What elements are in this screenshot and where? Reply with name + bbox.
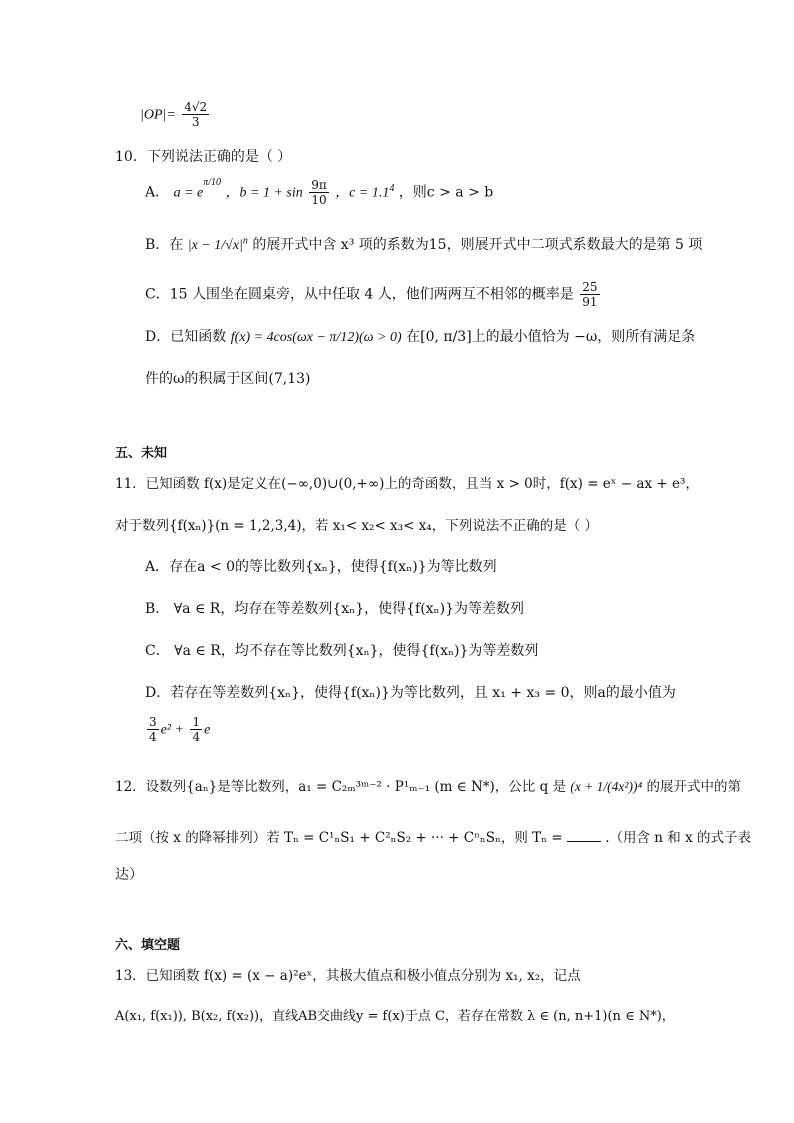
- q11-d-d1: 4: [149, 730, 157, 744]
- q10-a-num: 9π: [311, 178, 327, 192]
- q10-option-d-line2: 件的ω的积属于区间(7,13): [145, 371, 311, 387]
- q12-answer-blank[interactable]: [567, 841, 601, 842]
- q10-b-expr: |x − 1/√x|: [187, 238, 243, 253]
- q10-a-cexp: 4: [389, 182, 395, 194]
- q10-a-den: 10: [311, 193, 327, 207]
- q10-b-text: 的展开式中含 x³ 项的系数为15，则展开式中二项式系数最大的是第 5 项: [252, 237, 703, 253]
- q10-d-func: f(x) = 4cos(ωx − π/12)(ω > 0): [230, 330, 402, 345]
- q10-d-label: D．已知函数: [145, 329, 227, 345]
- op-lhs: |OP|=: [140, 107, 176, 123]
- q10-option-c: [145, 280, 602, 309]
- q11-option-b: B． ∀a ∈ R，均存在等差数列{xₙ}，使得{f(xₙ)}为等差数列: [145, 601, 524, 617]
- q11-option-c: C． ∀a ∈ R，均不存在等比数列{xₙ}，使得{f(xₙ)}为等差数列: [145, 643, 539, 659]
- q11-d-d2: 4: [192, 730, 201, 744]
- section-6-heading: 六、填空题: [115, 938, 181, 953]
- q11-d-t2: e: [204, 722, 211, 738]
- q10-b-label: B．在: [145, 237, 184, 253]
- q11-option-d-line1: D．若存在等差数列{xₙ}，使得{f(xₙ)}为等比数列，且 x₁ + x₃ = 0，则a的最小值为: [145, 685, 676, 701]
- q11-stem-line2: 对于数列{f(xₙ)}(n = 1,2,3,4)，若 x₁< x₂< x₃< x₄，下列说法不正确的是（ ）: [115, 518, 599, 534]
- op-length-line: [140, 100, 211, 129]
- q10-c-num: 25: [582, 280, 598, 294]
- q10-a-aexp: π/10: [203, 176, 222, 188]
- q10-a-c: ，c = 1.1: [335, 185, 390, 201]
- q12-l1-pre: 12．设数列{aₙ}是等比数列，a₁ = C₂ₘ³ᵐ⁻² · P¹ₘ₋₁ (m ∈ N*)，公比 q 是: [115, 779, 567, 795]
- q10-option-a: [145, 178, 493, 207]
- q10-d-mid: 在[0, π/3]上的最小值恰为 −ω，则所有满足条: [406, 329, 696, 345]
- q11-stem-line1: 11．已知函数 f(x)是定义在(−∞,0)∪(0,+∞)上的奇函数，且当 x > 0时，f(x) = eˣ − ax + e³，: [115, 476, 699, 492]
- q10-option-b: [145, 234, 702, 254]
- q11-d-frac1: [147, 715, 159, 744]
- q10-option-d-line1: [145, 326, 695, 346]
- section-5-heading: 五、未知: [115, 446, 168, 461]
- q11-d-t1: e² +: [160, 722, 184, 738]
- q10-a-post: ，则c > a > b: [398, 184, 494, 201]
- q12-l2-post: .（用含 n 和 x 的式子表: [605, 830, 751, 846]
- q12-l2-pre: 二项（按 x 的降幂排列）若 Tₙ = C¹ₙS₁ + C²ₙS₂ + ··· + CⁿₙSₙ，则 Tₙ =: [115, 830, 563, 846]
- q11-option-d-line2: [145, 715, 210, 744]
- q11-d-n2: 1: [192, 715, 201, 729]
- q12-l1-post: 的展开式中的第: [646, 779, 741, 795]
- q10-a-a: a = e: [173, 185, 204, 201]
- q10-a-b: ，b = 1 + sin: [225, 185, 303, 201]
- q10-stem: 10．下列说法正确的是（ ）: [115, 149, 292, 165]
- q12-l1-expr: (x + 1/(4x²))⁴: [570, 779, 643, 794]
- q11-d-frac2: [190, 715, 202, 744]
- q11-d-n1: 3: [149, 715, 157, 729]
- q13-line1: 13．已知函数 f(x) = (x − a)²eˣ，其极大值点和极小值点分别为 x₁, x₂，记点: [115, 968, 581, 984]
- q10-c-text: C．15 人围坐在圆桌旁，从中任取 4 人，他们两两互不相邻的概率是: [145, 286, 574, 303]
- q12-line3: 达）: [115, 867, 143, 883]
- q10-a-frac: [309, 178, 329, 207]
- q12-line2: [115, 826, 751, 846]
- q11-option-a: A．存在a < 0的等比数列{xₙ}，使得{f(xₙ)}为等比数列: [145, 559, 497, 575]
- q12-line1: [115, 775, 741, 795]
- q10-b-exp: n: [242, 235, 248, 247]
- op-den: 3: [191, 115, 200, 129]
- q10-a-label: A．: [145, 184, 170, 201]
- op-num: 4√2: [184, 100, 208, 114]
- op-fraction: [182, 100, 209, 129]
- q10-c-frac: [580, 280, 599, 309]
- q13-line2: A(x₁, f(x₁)), B(x₂, f(x₂))，直线AB交曲线y = f(x)于点 C，若存在常数 λ ∈ (n, n+1)(n ∈ N*)，: [115, 1009, 675, 1024]
- q10-c-den: 91: [582, 295, 598, 309]
